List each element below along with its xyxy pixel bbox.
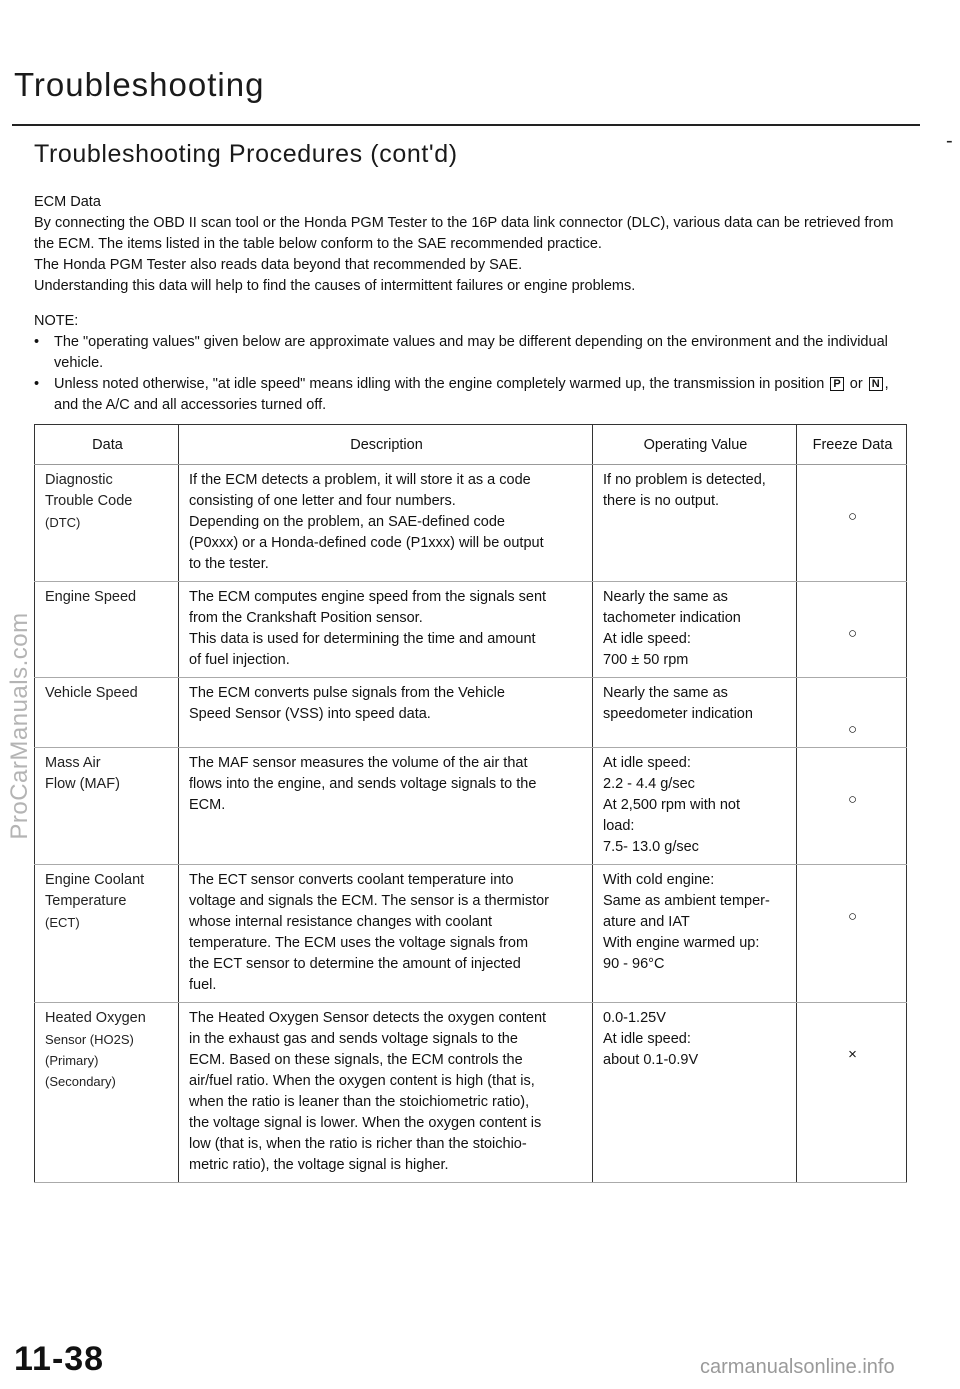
watermark-left: ProCarManuals.com <box>6 612 33 840</box>
description-line: the ECT sensor to determine the amount of injected <box>189 956 521 972</box>
data-name-line: Flow (MAF) <box>45 776 120 792</box>
header-description: Description <box>179 425 593 465</box>
operating-value-line: 700 ± 50 rpm <box>603 652 689 668</box>
intro-section <box>34 192 910 416</box>
description-line: If the ECM detects a problem, it will store it as a code <box>189 472 531 488</box>
operating-value-line: At idle speed: <box>603 755 691 771</box>
operating-value-cell <box>593 865 797 1003</box>
data-name-line: Trouble Code <box>45 493 133 509</box>
data-name-line: Temperature <box>45 893 127 909</box>
corner-mark: - <box>946 130 953 152</box>
description-cell <box>179 748 593 865</box>
operating-value-line: Nearly the same as <box>603 685 728 701</box>
data-name-line: Diagnostic <box>45 472 113 488</box>
freeze-data-cell <box>797 465 907 582</box>
operating-value-line: 7.5- 13.0 g/sec <box>603 839 699 855</box>
title-rule <box>12 124 920 126</box>
data-name-line: Mass Air <box>45 755 101 771</box>
description-line: in the exhaust gas and sends voltage signals to the <box>189 1031 518 1047</box>
header-freeze-data: Freeze Data <box>797 425 907 465</box>
intro-paragraph-1: By connecting the OBD II scan tool or the Honda PGM Tester to the 16P data link connector (DLC), various data can be retrieved from the ECM. The items listed in the table below conform to the SAE recommended practice. <box>34 215 894 252</box>
freeze-data-cell <box>797 748 907 865</box>
description-line: of fuel injection. <box>189 652 290 668</box>
data-cell <box>35 1003 179 1183</box>
header-operating-value: Operating Value <box>593 425 797 465</box>
note-item-2 <box>34 374 910 416</box>
freeze-data-cell <box>797 582 907 678</box>
description-line: metric ratio), the voltage signal is higher. <box>189 1157 449 1173</box>
description-line: This data is used for determining the time and amount <box>189 631 536 647</box>
operating-value-line: 90 - 96°C <box>603 956 665 972</box>
description-line: the voltage signal is lower. When the oxygen content is <box>189 1115 542 1131</box>
description-line: The ECM converts pulse signals from the Vehicle <box>189 685 505 701</box>
operating-value-line: With engine warmed up: <box>603 935 760 951</box>
data-abbrev-line: Sensor (HO2S) <box>45 1032 134 1047</box>
circle-mark-icon: ○ <box>847 625 858 642</box>
circle-mark-icon: ○ <box>847 721 858 738</box>
description-line: fuel. <box>189 977 217 993</box>
operating-value-line: Nearly the same as <box>603 589 728 605</box>
description-line: consisting of one letter and four numbers. <box>189 493 456 509</box>
description-line: when the ratio is leaner than the stoichiometric ratio), <box>189 1094 530 1110</box>
gear-n-key-icon: N <box>869 377 883 391</box>
note-item-1 <box>34 332 910 374</box>
description-line: flows into the engine, and sends voltage signals to the <box>189 776 537 792</box>
intro-paragraph-3: Understanding this data will help to find the causes of intermittent failures or engine problems. <box>34 278 636 294</box>
description-line: The MAF sensor measures the volume of the air that <box>189 755 528 771</box>
data-name-line: Heated Oxygen <box>45 1010 146 1026</box>
operating-value-cell <box>593 678 797 748</box>
operating-value-line: load: <box>603 818 635 834</box>
table-row <box>35 582 907 678</box>
table-row <box>35 865 907 1003</box>
table-header-row <box>35 425 907 465</box>
description-line: from the Crankshaft Position sensor. <box>189 610 423 626</box>
description-line: The ECM computes engine speed from the signals sent <box>189 589 547 605</box>
data-abbrev-line: (ECT) <box>45 915 80 930</box>
data-abbrev-line: (DTC) <box>45 515 81 530</box>
page-title: Troubleshooting <box>14 66 265 103</box>
note-label: NOTE: <box>34 313 79 329</box>
watermark-bottom: carmanualsonline.info <box>700 1356 895 1378</box>
operating-value-line: speedometer indication <box>603 706 753 722</box>
table-body <box>35 465 907 1183</box>
operating-value-line: At idle speed: <box>603 631 691 647</box>
data-cell <box>35 678 179 748</box>
freeze-data-cell <box>797 865 907 1003</box>
data-name-line: Vehicle Speed <box>45 685 138 701</box>
table-row <box>35 678 907 748</box>
operating-value-cell <box>593 748 797 865</box>
operating-value-cell <box>593 465 797 582</box>
data-name-line: Engine Coolant <box>45 872 145 888</box>
operating-value-line: about 0.1-0.9V <box>603 1052 699 1068</box>
operating-value-line: With cold engine: <box>603 872 715 888</box>
description-line: temperature. The ECM uses the voltage signals from <box>189 935 529 951</box>
data-cell <box>35 465 179 582</box>
cross-mark-icon: × <box>848 1046 857 1063</box>
page-number: 11-38 <box>14 1340 105 1378</box>
table-row <box>35 1003 907 1183</box>
note-item-1-text: The "operating values" given below are approximate values and may be different depending on the environment and the individual vehicle. <box>54 334 888 371</box>
description-line: Speed Sensor (VSS) into speed data. <box>189 706 431 722</box>
data-abbrev-line: (Primary) <box>45 1053 99 1068</box>
operating-value-line: Same as ambient temper- <box>603 893 770 909</box>
operating-value-line: 2.2 - 4.4 g/sec <box>603 776 695 792</box>
operating-value-line: At idle speed: <box>603 1031 691 1047</box>
section-title: Troubleshooting Procedures (cont'd) <box>34 140 458 168</box>
operating-value-line: If no problem is detected, <box>603 472 766 488</box>
table-row <box>35 748 907 865</box>
description-line: ECM. <box>189 797 226 813</box>
description-line: to the tester. <box>189 556 269 572</box>
freeze-data-cell <box>797 678 907 748</box>
note-item-2-or: or <box>849 376 863 392</box>
operating-value-cell <box>593 582 797 678</box>
description-line: whose internal resistance changes with coolant <box>189 914 493 930</box>
intro-paragraph-2: The Honda PGM Tester also reads data beyond that recommended by SAE. <box>34 257 523 273</box>
operating-value-line: tachometer indication <box>603 610 741 626</box>
note-item-2-text: Unless noted otherwise, "at idle speed" means idling with the engine completely warmed up, the transmission in position <box>54 376 825 392</box>
description-line: low (that is, when the ratio is richer than the stoichio- <box>189 1136 527 1152</box>
operating-value-line: 0.0-1.25V <box>603 1010 666 1026</box>
description-line: ECM. Based on these signals, the ECM controls the <box>189 1052 523 1068</box>
data-cell <box>35 582 179 678</box>
data-cell <box>35 748 179 865</box>
description-line: Depending on the problem, an SAE-defined code <box>189 514 505 530</box>
table-row <box>35 465 907 582</box>
circle-mark-icon: ○ <box>847 908 858 925</box>
operating-value-line: there is no output. <box>603 493 720 509</box>
description-line: air/fuel ratio. When the oxygen content is high (that is, <box>189 1073 535 1089</box>
operating-value-cell <box>593 1003 797 1183</box>
bullet-icon: • <box>34 334 40 350</box>
data-cell <box>35 865 179 1003</box>
freeze-data-cell <box>797 1003 907 1183</box>
description-cell <box>179 465 593 582</box>
description-cell <box>179 678 593 748</box>
ecm-data-table <box>34 424 907 1183</box>
header-data: Data <box>35 425 179 465</box>
circle-mark-icon: ○ <box>847 508 858 525</box>
description-line: The ECT sensor converts coolant temperature into <box>189 872 514 888</box>
note-item-2-tail: , and the A/C and all accessories turned off. <box>54 376 889 413</box>
operating-value-line: At 2,500 rpm with not <box>603 797 741 813</box>
data-name-line: Engine Speed <box>45 589 137 605</box>
operating-value-line: ature and IAT <box>603 914 690 930</box>
description-cell <box>179 865 593 1003</box>
description-line: The Heated Oxygen Sensor detects the oxygen content <box>189 1010 547 1026</box>
intro-heading: ECM Data <box>34 194 101 210</box>
data-abbrev-line: (Secondary) <box>45 1074 116 1089</box>
bullet-icon: • <box>34 376 40 392</box>
description-line: (P0xxx) or a Honda-defined code (P1xxx) will be output <box>189 535 544 551</box>
description-cell <box>179 1003 593 1183</box>
description-cell <box>179 582 593 678</box>
circle-mark-icon: ○ <box>847 791 858 808</box>
gear-p-key-icon: P <box>830 377 843 391</box>
description-line: voltage and signals the ECM. The sensor is a thermistor <box>189 893 549 909</box>
